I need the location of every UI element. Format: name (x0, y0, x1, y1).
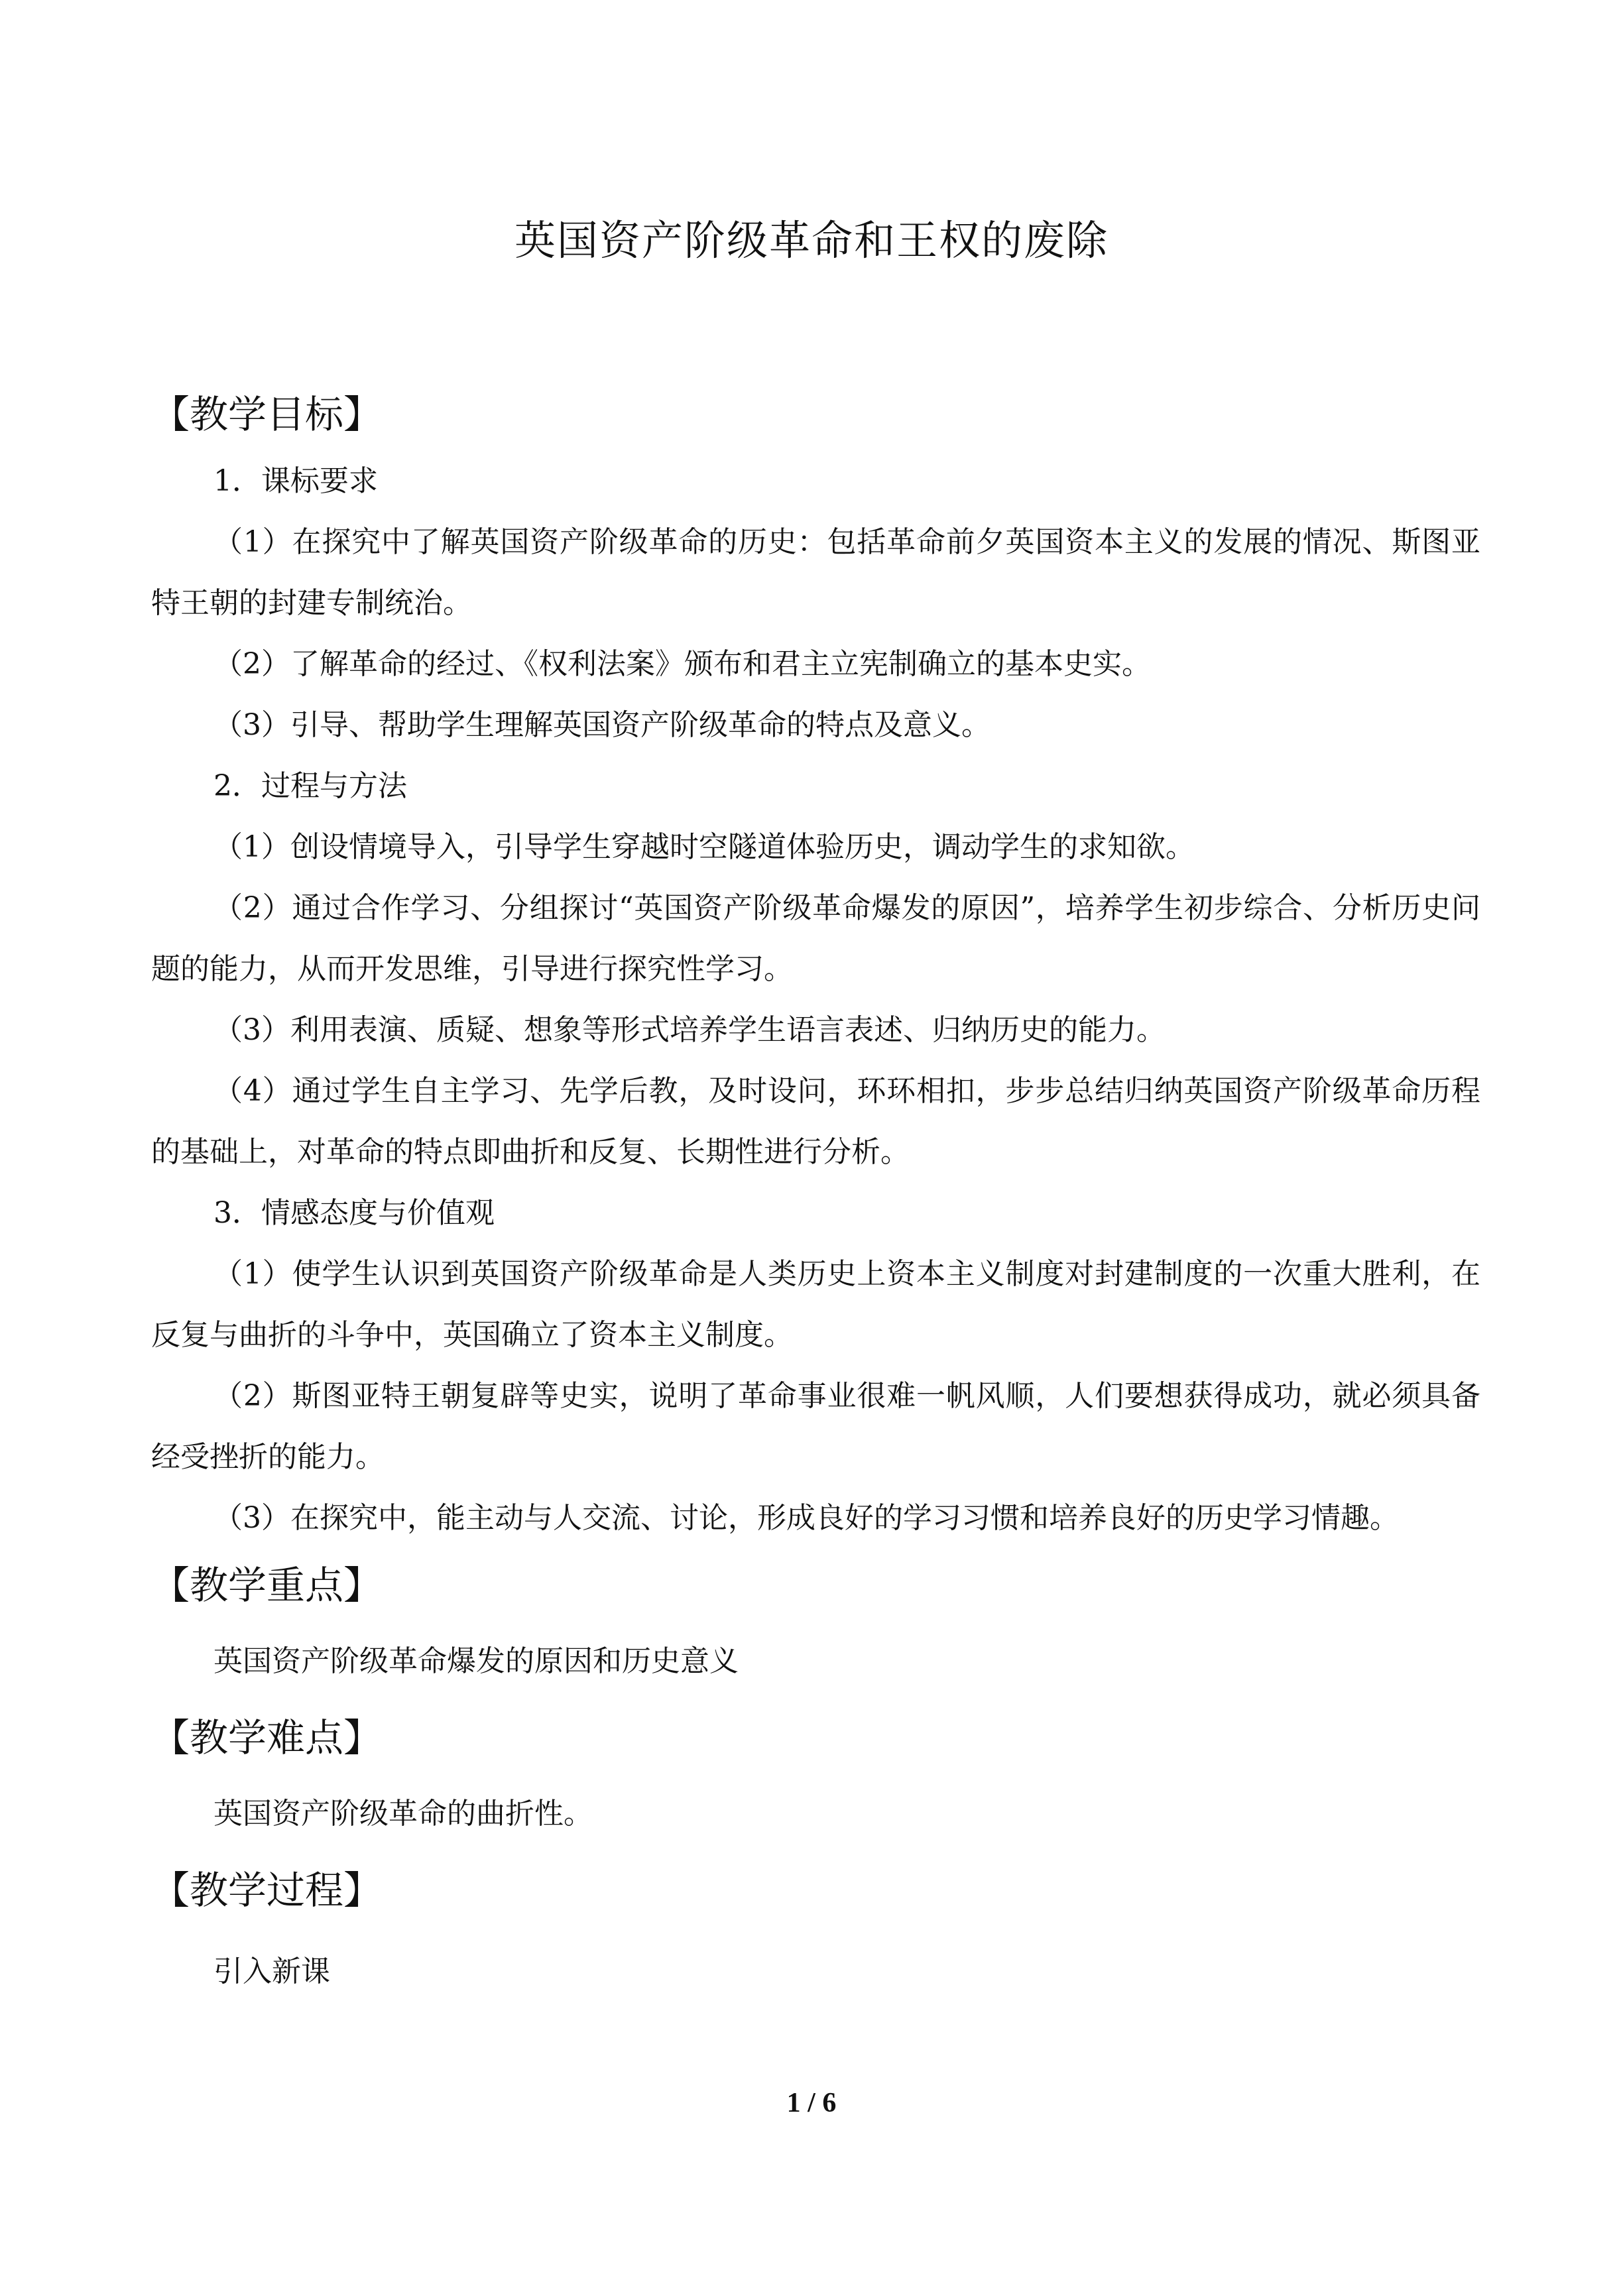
difficulties-text: 英国资产阶级革命的曲折性。 (213, 1797, 593, 1831)
objectives-sub2-p4: （4）通过学生自主学习、先学后教，及时设问，环环相扣，步步总结归纳英国资产阶级革命历程的基础上，对革命的特点即曲折和反复、长期性进行分析。 (151, 1074, 1480, 1169)
difficulties-heading: 【教学难点】 (151, 1715, 383, 1760)
objectives-sub2-p2: （2）通过合作学习、分组探讨“英国资产阶级革命爆发的原因”，培养学生初步综合、分析历史问题的能力，从而开发思维，引导进行探究性学习。 (151, 891, 1480, 986)
objectives-sub3-p1: （1）使学生认识到英国资产阶级革命是人类历史上资本主义制度对封建制度的一次重大胜利，在反复与曲折的斗争中，英国确立了资本主义制度。 (151, 1257, 1480, 1352)
key-points-heading: 【教学重点】 (151, 1563, 383, 1608)
objectives-sub1-p3: （3）引导、帮助学生理解英国资产阶级革命的特点及意义。 (213, 708, 991, 742)
page-number: 1 / 6 (786, 2088, 837, 2118)
key-points-text: 英国资产阶级革命爆发的原因和历史意义 (213, 1644, 739, 1678)
objectives-sub1-p1: （1）在探究中了解英国资产阶级革命的历史：包括革命前夕英国资本主义的发展的情况、斯图亚特王朝的封建专制统治。 (151, 525, 1480, 620)
objectives-heading: 【教学目标】 (151, 392, 383, 437)
objectives-sub1-p2: （2）了解革命的经过、《权利法案》颁布和君主立宪制确立的基本史实。 (213, 647, 1151, 681)
process-text: 引入新课 (213, 1955, 330, 1988)
objectives-sub3-label: 3．情感态度与价值观 (213, 1196, 495, 1230)
document-title: 英国资产阶级革命和王权的废除 (514, 216, 1109, 265)
document-body (151, 378, 1480, 2002)
process-heading: 【教学过程】 (151, 1868, 383, 1913)
objectives-sub1-label: 1．课标要求 (213, 464, 378, 498)
objectives-sub2-label: 2．过程与方法 (213, 769, 407, 803)
objectives-sub3-p2: （2）斯图亚特王朝复辟等史实，说明了革命事业很难一帆风顺，人们要想获得成功，就必须具备经受挫折的能力。 (151, 1379, 1480, 1474)
objectives-sub2-p1: （1）创设情境导入，引导学生穿越时空隧道体验历史，调动学生的求知欲。 (213, 830, 1195, 864)
objectives-sub2-p3: （3）利用表演、质疑、想象等形式培养学生语言表述、归纳历史的能力。 (213, 1013, 1166, 1047)
objectives-sub3-p3: （3）在探究中，能主动与人交流、讨论，形成良好的学习习惯和培养良好的历史学习情趣。 (213, 1501, 1399, 1535)
